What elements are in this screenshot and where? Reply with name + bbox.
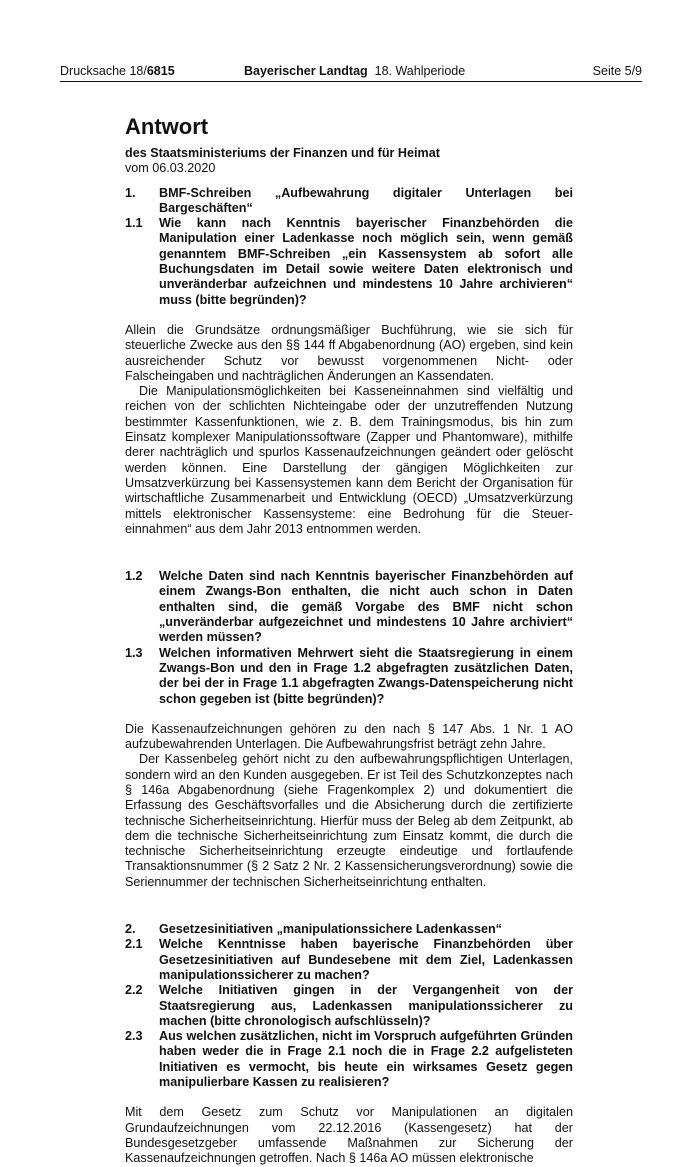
doc-number: Drucksache 18/6815 (60, 64, 175, 78)
answer-2-paragraph: Der Kassenbeleg gehört nicht zu den aufbewahrungspflichtigen Unterlagen, sondern wird an den Kunden ausgegeben. Er ist Teil des Schutzkonzeptes nach § 146a Abgabenordnung (siehe Fragenkomplex 2) und dokumentiert die Erfassung des Geschäftsvorfalles und die Absicherung durch die zertifizierte technische Sicherheitseinrichtung. Hierfür muss der Beleg ab dem Zeitpunkt, ab dem die technische Sicherheitseinrichtung zum Einsatz kommt, die durch die technische Sicherheitseinrichtung erzeugte eindeutige und fortlaufende Transaktionsnummer (§ 2 Satz 2 Nr. 2 Kassensicherungsverordnung) sowie die Seriennummer der technischen Sicherheitseinrichtung enthalten. (125, 752, 573, 889)
section-1-heading: 1. BMF-Schreiben „Aufbewahrung digitaler Unterlagen bei Bargeschäften“ (125, 185, 573, 215)
question-2-3: 2.3 Aus welchen zusätzlichen, nicht im Vorspruch aufgeführten Gründen haben weder die in Frage 2.1 noch die in Frage 2.2 aufgelisteten Initiativen es vermocht, bis heute ein wirksames Gesetz gegen manipulierbare Kassen zu realisieren? (125, 1029, 573, 1090)
answer-2-paragraph: Die Kassenaufzeichnungen gehören zu den nach § 147 Abs. 1 Nr. 1 AO aufzubewahrenden Unterlagen. Die Aufbewahrungsfrist beträgt zehn Jahre. (125, 721, 573, 752)
page-title: Antwort (125, 114, 209, 139)
date-line: vom 06.03.2020 (125, 161, 216, 176)
answer-1-paragraph: Allein die Grundsätze ordnungsmäßiger Buchführung, wie sie sich für steuerliche Zwecke aus den §§ 144 ff Abgabenordnung (AO) ergeben, sind kein ausreichender Schutz vor bewusst vorgenommenen Nicht- oder Falscheingaben und nachträglichen Änderungen an Kassendaten. (125, 322, 573, 383)
main-content (125, 114, 573, 1167)
question-1-2: 1.2 Welche Daten sind nach Kenntnis bayerischer Finanzbehörden auf einem Zwangs-Bon enthalten, die nicht auch schon in Daten enthalten sind, die gemäß Vorgabe des BMF nicht schon „unveränderbar aufgezeichnet und mindestens 10 Jahre archiviert“ werden müssen? (125, 569, 573, 645)
ministry-line: des Staatsministeriums der Finanzen und für Heimat (125, 146, 440, 160)
question-1-1: 1.1 Wie kann nach Kenntnis bayerischer Finanzbehörden die Manipulation einer Ladenkasse noch möglich sein, wenn gemäß genanntem BMF-Schreiben „ein Kassensystem ab sofort alle Buchungsdaten im Detail sowie weitere Daten elektronisch und unveränderbar aufzeichnen und mindestens 10 Jahre archivieren“ muss (bitte begründen)? (125, 216, 573, 307)
section-2-heading: 2. Gesetzesinitiativen „manipulationssichere Ladenkassen“ (125, 922, 502, 937)
question-1-3: 1.3 Welchen informativen Mehrwert sieht die Staatsregierung in einem Zwangs-Bon und den in Frage 1.2 abgefragten zusätzlichen Daten, der bei der in Frage 1.1 abgefragten Zwangs-Datenspeicherung nicht schon gegeben ist (bitte begründen)? (125, 645, 573, 706)
question-2-2: 2.2 Welche Initiativen gingen in der Vergangenheit von der Staatsregierung aus, Ladenkassen manipulationssicherer zu machen (bitte chronologisch aufschlüsseln)? (125, 983, 573, 1028)
question-2-1: 2.1 Welche Kenntnisse haben bayerische Finanzbehörden über Gesetzesinitiativen auf Bundesebene mit dem Ziel, Ladenkassen manipulationssicherer zu machen? (125, 937, 573, 982)
page-header (60, 63, 642, 81)
answer-3-paragraph: Mit dem Gesetz zum Schutz vor Manipulationen an digitalen Grundaufzeichnungen vom 22.12.2016 (Kassengesetz) hat der Bundesgesetzgeber umfassende Maßnahmen zur Sicherung der Kassenaufzeichnungen getroffen. Nach § 146a AO müssen elektronische (125, 1105, 573, 1166)
header-rule (60, 81, 642, 82)
answer-1-paragraph: Die Manipulationsmöglichkeiten bei Kasseneinnahmen sind vielfältig und reichen von der schlichten Nichteingabe oder der unzutreffenden Nutzung bestimmter Kassenfunktionen, wie z. B. dem Trainingsmodus, bis hin zum Einsatz komplexer Manipulationssoftware (Zapper und Phantomware), mithilfe derer nachträglich und spurlos Kassenaufzeichnungen geändert oder gelöscht werden können. Eine Darstellung der gängigen Möglichkeiten zur Umsatzverkürzung bei Kassensystemen kann dem Bericht der Organisation für wirtschaftliche Zusammenarbeit und Entwicklung (OECD) „Umsatzverkürzung mittels elektronischer Kassensysteme: eine Bedrohung für die Steuereinnahmen“ aus dem Jahr 2013 entnommen werden. (125, 384, 573, 536)
page-number: Seite 5/9 (592, 64, 642, 78)
parliament-name: Bayerischer Landtag 18. Wahlperiode (244, 64, 466, 78)
